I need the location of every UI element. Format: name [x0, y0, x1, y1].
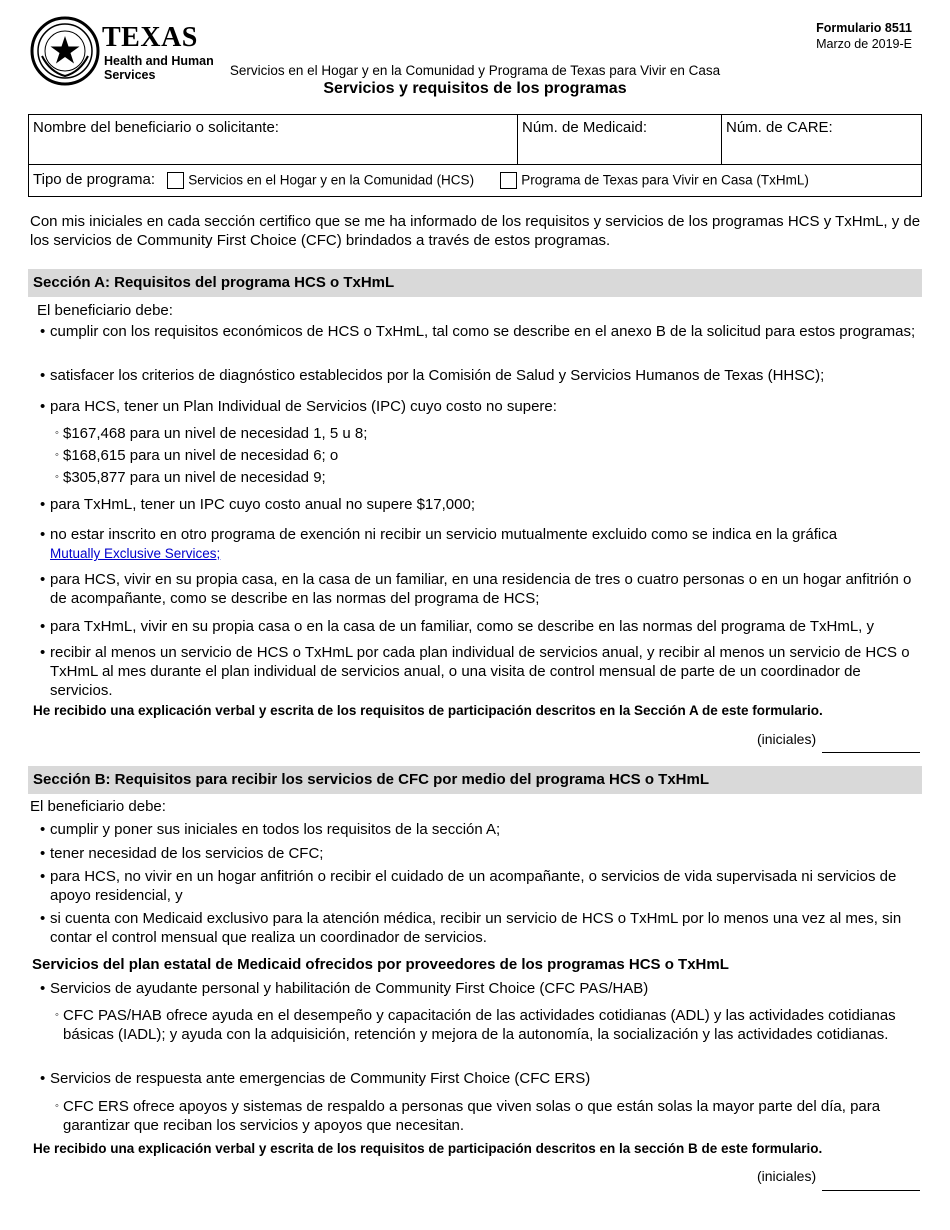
section-a-title: Sección A: Requisitos del programa HCS o TxHmL	[33, 274, 395, 291]
list-item: • tener necesidad de los servicios de CFC;	[40, 845, 324, 862]
form-title: Servicios y requisitos de los programas	[323, 80, 627, 97]
mutually-exclusive-services-link[interactable]: Mutually Exclusive Services;	[50, 546, 221, 561]
medicaid-number-field[interactable]	[518, 115, 722, 165]
logo-subtitle: Health and Human Services	[104, 54, 214, 82]
form-number: Formulario 8511	[816, 21, 912, 35]
section-b-lead: El beneficiario debe:	[30, 798, 166, 815]
txhml-option-label: Programa de Texas para Vivir en Casa (TxHmL)	[521, 172, 809, 188]
texas-hhs-logo	[30, 16, 220, 90]
list-item: • recibir al menos un servicio de HCS o TxHmL por cada plan individual de servicios anual, y recibir al menos un servicio de HCS o TxHmL al mes durante el plan individual de servicios anual, o una visita de control mensual de parte de un coordinador de servicios.	[40, 644, 910, 699]
section-b-initials-field[interactable]	[822, 1172, 920, 1191]
program-type-row	[29, 165, 922, 197]
form-number-block	[816, 20, 912, 52]
list-subitem: ◦ $168,615 para un nivel de necesidad 6; o	[55, 447, 339, 464]
list-subitem: ◦ $305,877 para un nivel de necesidad 9;	[55, 469, 326, 486]
care-number-label: Núm. de CARE:	[726, 119, 833, 136]
form-date: Marzo de 2019-E	[816, 37, 912, 51]
intro-paragraph: Con mis iniciales en cada sección certifico que se me ha informado de los requisitos y servicios de los programas HCS y TxHmL, y de los servicios de Community First Choice (CFC) brindados a través de estos programas.	[30, 213, 921, 249]
section-a-acknowledgement: He recibido una explicación verbal y escrita de los requisitos de participación descritos en la Sección A de este formulario.	[33, 703, 823, 718]
list-subitem: ◦ CFC ERS ofrece apoyos y sistemas de respaldo a personas que viven solas o que están solas la mayor parte del día, para garantizar que reciban los servicios y apoyos que necesitan.	[55, 1098, 881, 1134]
list-item: • Servicios de ayudante personal y habilitación de Community First Choice (CFC PAS/HAB)	[40, 980, 649, 997]
list-item: • para TxHmL, vivir en su propia casa o en la casa de un familiar, como se describe en las normas del programa de TxHmL, y	[40, 618, 874, 635]
list-subitem: ◦ CFC PAS/HAB ofrece ayuda en el desempeño y capacitación de las actividades cotidianas (ADL) y las actividades cotidianas básicas (IADL); y ayuda con la adquisición, retención y mejora de la autonomía, la socialización y las actividades cotidianas.	[55, 1007, 896, 1043]
list-item: • para TxHmL, tener un IPC cuyo costo anual no supere $17,000;	[40, 496, 475, 513]
list-item: • para HCS, no vivir en un hogar anfitrión o recibir el cuidado de un acompañante, o servicios de vida supervisada ni servicios de apoyo residencial, y	[40, 868, 897, 904]
list-item: • si cuenta con Medicaid exclusivo para la atención médica, recibir un servicio de HCS o TxHmL por lo menos una vez al mes, sin contar el control mensual que realiza un coordinador de servicios.	[40, 910, 902, 946]
txhml-checkbox[interactable]	[500, 172, 517, 189]
section-b-acknowledgement: He recibido una explicación verbal y escrita de los requisitos de participación descritos en la sección B de este formulario.	[33, 1141, 823, 1156]
program-type-label: Tipo de programa:	[33, 171, 156, 188]
section-b-header	[28, 766, 922, 794]
care-number-field[interactable]	[722, 115, 922, 165]
list-item: • Servicios de respuesta ante emergencias de Community First Choice (CFC ERS)	[40, 1070, 591, 1087]
section-a-initials-field[interactable]	[822, 734, 920, 753]
list-item: • para HCS, tener un Plan Individual de Servicios (IPC) cuyo costo no supere:	[40, 398, 557, 415]
form-subtitle: Servicios en el Hogar y en la Comunidad y Programa de Texas para Vivir en Casa	[229, 63, 721, 78]
list-item: • satisfacer los criterios de diagnóstico establecidos por la Comisión de Salud y Servicios Humanos de Texas (HHSC);	[40, 367, 825, 384]
hcs-checkbox[interactable]	[167, 172, 184, 189]
beneficiary-name-label: Nombre del beneficiario o solicitante:	[33, 119, 279, 136]
list-item: • cumplir con los requisitos económicos de HCS o TxHmL, tal como se describe en el anexo B de la solicitud para estos programas;	[40, 323, 916, 340]
section-a-lead: El beneficiario debe:	[37, 302, 173, 319]
hcs-option-label: Servicios en el Hogar y en la Comunidad (HCS)	[188, 172, 475, 188]
list-item: • cumplir y poner sus iniciales en todos los requisitos de la sección A;	[40, 821, 501, 838]
section-a-header	[28, 269, 922, 297]
services-title: Servicios del plan estatal de Medicaid ofrecidos por proveedores de los programas HCS o TxHmL	[32, 956, 729, 973]
section-a-initials-label: (iniciales)	[757, 731, 817, 747]
list-subitem: ◦ $167,468 para un nivel de necesidad 1, 5 u 8;	[55, 425, 368, 442]
beneficiary-info-table	[28, 114, 922, 197]
medicaid-number-label: Núm. de Medicaid:	[522, 119, 648, 136]
list-item: • para HCS, vivir en su propia casa, en la casa de un familiar, en una residencia de tres o cuatro personas o en un hogar anfitrión o de acompañante, como se describe en las normas del programa de HCS;	[40, 571, 912, 607]
section-b-initials-label: (iniciales)	[757, 1168, 817, 1184]
beneficiary-name-field[interactable]	[29, 115, 518, 165]
list-item: • no estar inscrito en otro programa de exención ni recibir un servicio mutualmente excluido como se indica en la gráfica Mutually Exclusive Services;	[40, 526, 838, 561]
logo-wordmark: TEXAS	[102, 22, 198, 53]
section-b-title: Sección B: Requisitos para recibir los servicios de CFC por medio del programa HCS o TxHmL	[33, 771, 709, 788]
